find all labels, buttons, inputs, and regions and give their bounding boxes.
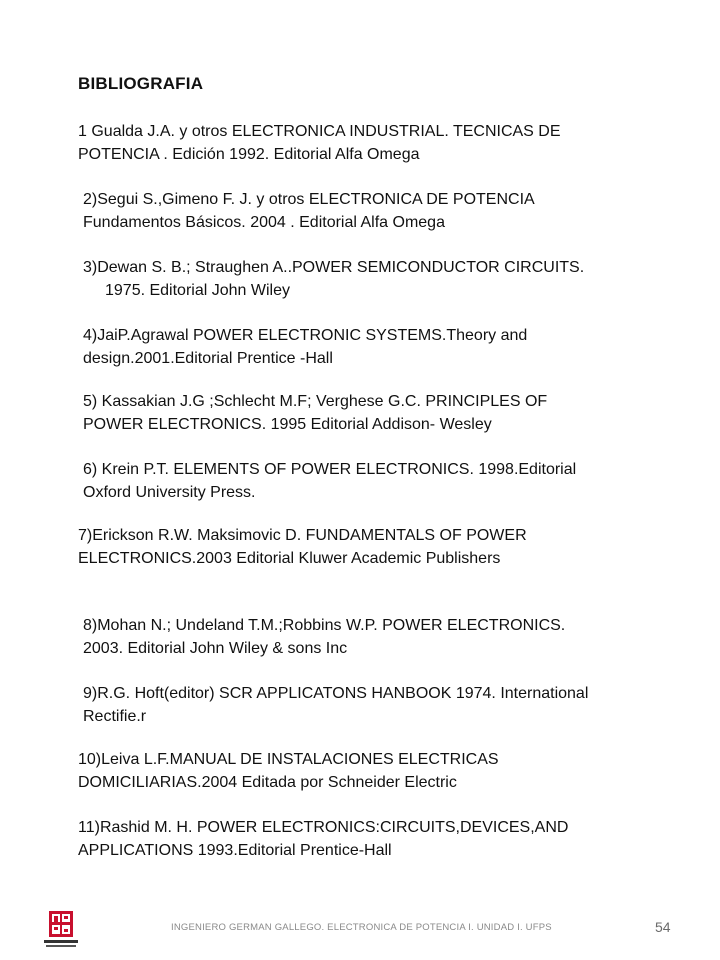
entry-line: 1975. Editorial John Wiley: [105, 282, 290, 299]
entry-line: 5) Kassakian J.G ;Schlecht M.F; Verghese G.C. PRINCIPLES OF: [83, 393, 548, 410]
bibliography-entry-9: [78, 682, 672, 728]
bibliography-entry-11: [78, 816, 672, 862]
entry-line: POWER ELECTRONICS. 1995 Editorial Addison- Wesley: [83, 416, 492, 433]
entry-line: Oxford University Press.: [83, 484, 256, 501]
entry-line: 3)Dewan S. B.; Straughen A..POWER SEMICONDUCTOR CIRCUITS.: [83, 259, 585, 276]
bibliography-entry-5: [78, 390, 672, 436]
entry-line: POTENCIA . Edición 1992. Editorial Alfa Omega: [78, 146, 420, 163]
page-footer: [0, 910, 720, 950]
ufps-logo-icon: [40, 910, 82, 950]
entry-line: 2003. Editorial John Wiley & sons Inc: [83, 640, 348, 657]
entry-line: design.2001.Editorial Prentice -Hall: [83, 350, 333, 367]
entry-line: 9)R.G. Hoft(editor) SCR APPLICATONS HANBOOK 1974. International: [83, 685, 589, 702]
bibliography-entry-4: [78, 324, 672, 370]
entry-line: 10)Leiva L.F.MANUAL DE INSTALACIONES ELECTRICAS: [78, 751, 499, 768]
entry-line: 11)Rashid M. H. POWER ELECTRONICS:CIRCUITS,DEVICES,AND: [78, 819, 569, 836]
page-title: BIBLIOGRAFIA: [78, 74, 204, 93]
entry-line: 8)Mohan N.; Undeland T.M.;Robbins W.P. POWER ELECTRONICS.: [83, 617, 566, 634]
entry-line: Fundamentos Básicos. 2004 . Editorial Alfa Omega: [83, 214, 445, 231]
page-number: 54: [655, 919, 671, 935]
entry-line: 6) Krein P.T. ELEMENTS OF POWER ELECTRONICS. 1998.Editorial: [83, 461, 577, 478]
bibliography-entry-2: [78, 188, 672, 234]
bibliography-entry-3: [78, 256, 672, 302]
bibliography-entry-8: [78, 614, 672, 660]
entry-line: 7)Erickson R.W. Maksimovic D. FUNDAMENTALS OF POWER: [78, 527, 527, 544]
bibliography-entry-7: [78, 524, 672, 570]
entry-line: 1 Gualda J.A. y otros ELECTRONICA INDUSTRIAL. TECNICAS DE: [78, 123, 561, 140]
bibliography-entry-6: [78, 458, 672, 504]
entry-line: 2)Segui S.,Gimeno F. J. y otros ELECTRONICA DE POTENCIA: [83, 191, 535, 208]
entry-line: APPLICATIONS 1993.Editorial Prentice-Hall: [78, 842, 392, 859]
footer-text: INGENIERO GERMAN GALLEGO. ELECTRONICA DE POTENCIA I. UNIDAD I. UFPS: [171, 922, 552, 933]
entry-line: Rectifie.r: [83, 708, 147, 725]
bibliography-entry-10: [78, 748, 672, 794]
bibliography-entry-1: [78, 120, 672, 166]
entry-line: ELECTRONICS.2003 Editorial Kluwer Academic Publishers: [78, 550, 501, 567]
entry-line: DOMICILIARIAS.2004 Editada por Schneider Electric: [78, 774, 457, 791]
entry-line: 4)JaiP.Agrawal POWER ELECTRONIC SYSTEMS.Theory and: [83, 327, 528, 344]
